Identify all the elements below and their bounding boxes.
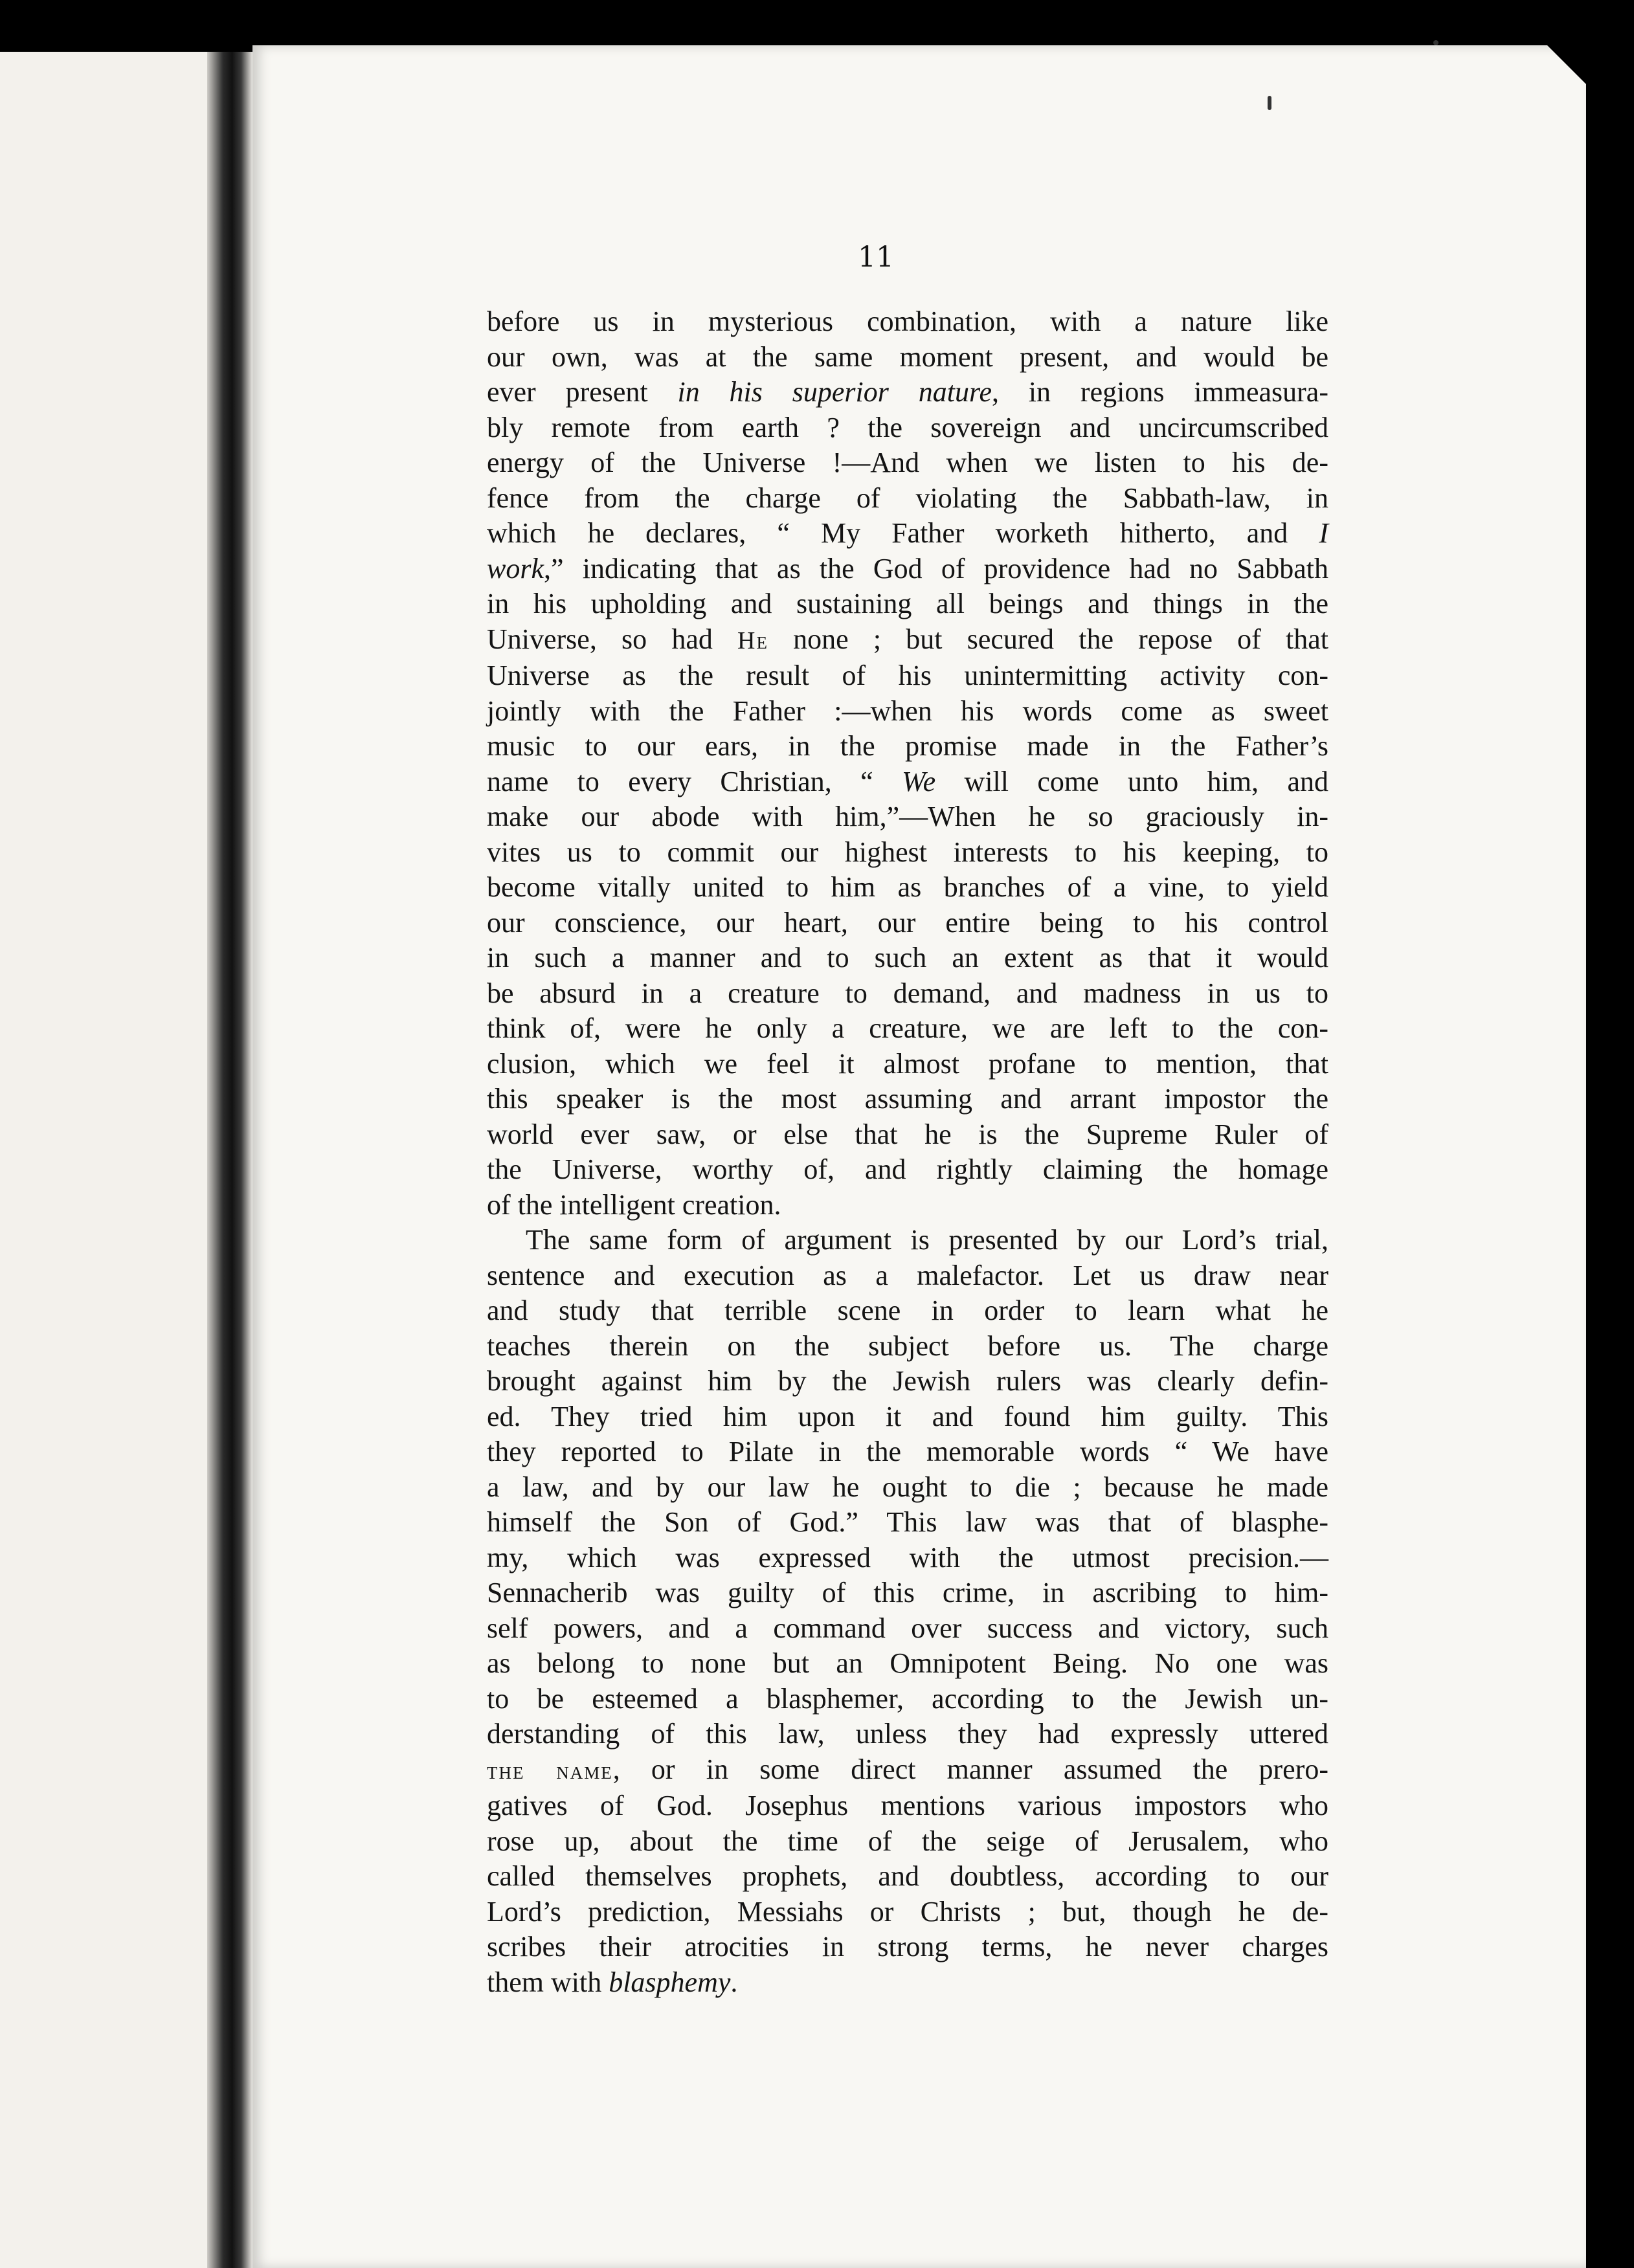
text-line: world ever saw, or else that he is the Supreme Ruler of: [487, 1118, 1328, 1150]
text-line: [487, 375, 1328, 410]
text-fragment: Universe, so had: [487, 623, 738, 655]
text-fragment: them with: [487, 1966, 609, 1998]
text-fragment: ever present: [487, 376, 678, 408]
text-fragment: which he declares, “ My Father worketh hitherto, and: [487, 517, 1319, 549]
text-line: [487, 764, 1328, 800]
text-fragment: ,” indicating that as the God of providence had no Sabbath: [544, 552, 1328, 584]
text-line: Sennacherib was guilty of this crime, in ascribing to him-: [487, 1577, 1328, 1608]
text-line: brought against him by the Jewish rulers was clearly defin-: [487, 1365, 1328, 1397]
text-line: and study that terrible scene in order to learn what he: [487, 1295, 1328, 1326]
text-line: become vitally united to him as branches of a vine, to yield: [487, 871, 1328, 903]
text-fragment: , or in some direct manner assumed the prero-: [612, 1753, 1329, 1785]
facing-page-edge: [0, 52, 207, 2268]
text-fragment: name to every Christian, “: [487, 765, 902, 797]
text-line: clusion, which we feel it almost profane to mention, that: [487, 1047, 1328, 1080]
text-line: self powers, and a command over success and victory, such: [487, 1612, 1328, 1644]
text-line: our conscience, our heart, our entire being to his control: [487, 906, 1328, 939]
text-line: my, which was expressed with the utmost precision.—: [487, 1541, 1328, 1573]
text-line: teaches therein on the subject before us. The charge: [487, 1329, 1328, 1362]
text-line: Lord’s prediction, Messiahs or Christs ; but, though he de-: [487, 1895, 1328, 1928]
text-line: [487, 516, 1328, 551]
text-fragment: will come unto him, and: [935, 765, 1329, 797]
body-text: [487, 304, 1328, 2000]
text-line: sentence and execution as a malefactor. Let us draw near: [487, 1259, 1328, 1291]
page-corner-cut: [1547, 45, 1586, 84]
text-line: they reported to Pilate in the memorable words “ We have: [487, 1436, 1328, 1467]
text-line: [487, 1965, 1328, 2001]
text-line: of the intelligent creation.: [487, 1188, 781, 1221]
book-gutter: [207, 52, 252, 2268]
text-line: jointly with the Father :—when his words come as sweet: [487, 695, 1328, 727]
italic-fragment: I: [1319, 517, 1328, 549]
text-line: in his upholding and sustaining all beings and things in the: [487, 588, 1328, 619]
text-fragment: , in regions immeasura-: [991, 376, 1328, 408]
text-line: make our abode with him,”—When he so graciously in-: [487, 801, 1328, 832]
text-line: rose up, about the time of the seige of Jerusalem, who: [487, 1825, 1328, 1857]
text-line: Universe as the result of his unintermitting activity con-: [487, 660, 1328, 691]
text-line: in such a manner and to such an extent as that it would: [487, 942, 1328, 973]
text-line: bly remote from earth ? the sovereign and uncircumscribed: [487, 411, 1328, 443]
text-line: called themselves prophets, and doubtless, according to our: [487, 1860, 1328, 1892]
text-line: fence from the charge of violating the Sabbath-law, in: [487, 482, 1328, 514]
ink-speck: [1433, 40, 1438, 45]
text-line: think of, were he only a creature, we are left to the con-: [487, 1012, 1328, 1044]
text-line: himself the Son of God.” This law was that of blasphe-: [487, 1506, 1328, 1538]
text-line: energy of the Universe !—And when we listen to his de-: [487, 447, 1328, 478]
text-line: our own, was at the same moment present, and would be: [487, 340, 1328, 373]
text-line: before us in mysterious combination, with a nature like: [487, 306, 1328, 337]
page-number: 11: [858, 241, 894, 274]
text-line: the Universe, worthy of, and rightly claiming the homage: [487, 1153, 1328, 1185]
text-line: music to our ears, in the promise made in the Father’s: [487, 730, 1328, 762]
text-fragment: .: [730, 1966, 738, 1998]
text-line: a law, and by our law he ought to die ; because he made: [487, 1471, 1328, 1503]
italic-fragment: blasphemy: [609, 1966, 731, 1998]
text-line: [487, 551, 1328, 587]
text-line: [487, 622, 1328, 659]
text-line: as belong to none but an Omnipotent Being. No one was: [487, 1647, 1328, 1679]
italic-fragment: We: [902, 765, 936, 797]
smallcaps-fragment: the name: [487, 1757, 613, 1784]
text-line: derstanding of this law, unless they had expressly uttered: [487, 1718, 1328, 1750]
text-line: scribes their atrocities in strong terms, he never charges: [487, 1931, 1328, 1962]
ink-speck: [1268, 96, 1271, 110]
text-line: [487, 1752, 1328, 1789]
italic-fragment: work: [487, 552, 544, 584]
text-fragment: none ; but secured the repose of that: [768, 623, 1328, 655]
smallcaps-fragment: He: [737, 627, 768, 654]
text-line: The same form of argument is presented by our Lord’s trial,: [526, 1224, 1328, 1256]
text-line: be absurd in a creature to demand, and madness in us to: [487, 977, 1328, 1009]
text-line: gatives of God. Josephus mentions various impostors who: [487, 1790, 1328, 1821]
text-line: ed. They tried him upon it and found him guilty. This: [487, 1400, 1328, 1432]
italic-fragment: in his superior nature: [677, 376, 992, 408]
text-line: to be esteemed a blasphemer, according to the Jewish un-: [487, 1682, 1328, 1715]
text-line: vites us to commit our highest interests to his keeping, to: [487, 836, 1328, 868]
text-line: this speaker is the most assuming and arrant impostor the: [487, 1083, 1328, 1115]
